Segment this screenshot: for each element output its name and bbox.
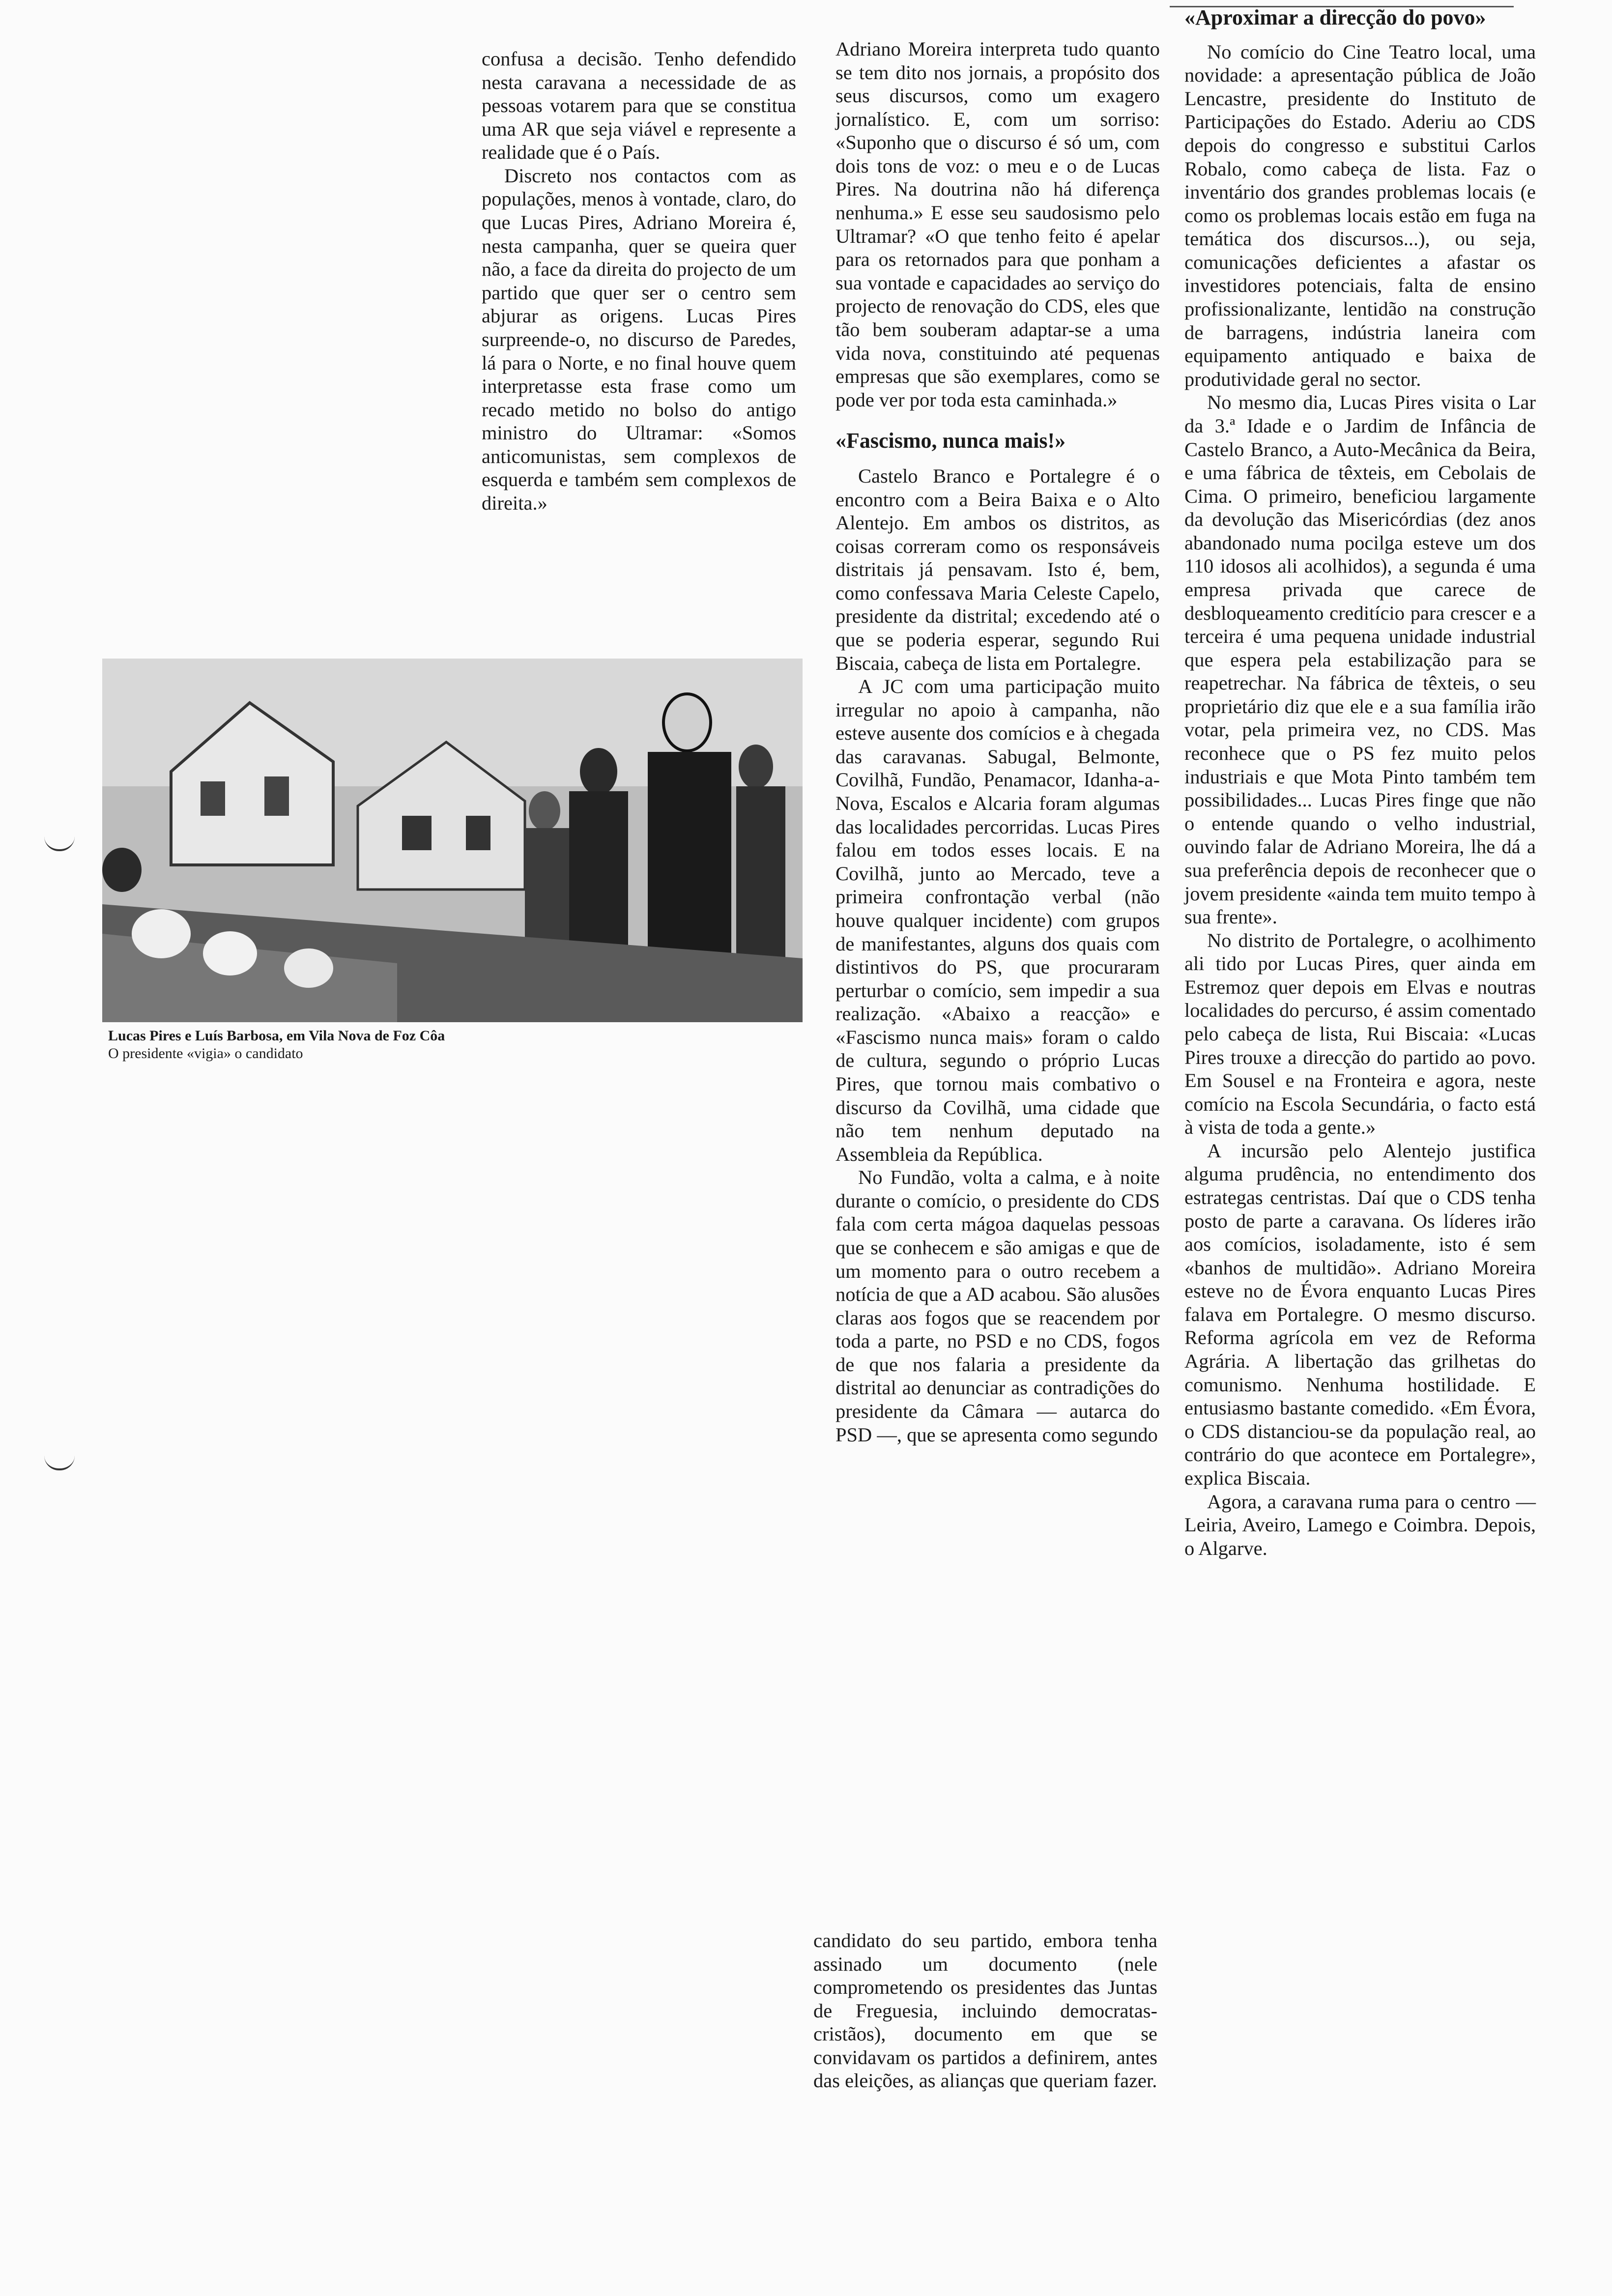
- column-2: [835, 37, 1160, 1446]
- column-3: [1184, 5, 1536, 1560]
- column-1: [482, 47, 796, 515]
- paragraph: A JC com uma participação muito irregular no apoio à campanha, não esteve ausente dos comícios e à chegada das caravanas. Sabugal, Belmonte, Covilhã, Fundão, Penamacor, Idanha-a-Nova, Escalos e Alcaria foram algumas das localidades percorridas. Lucas Pires falou em todos esses locais. E na Covilhã, junto ao Mercado, teve a primeira confrontação verbal (não houve qualquer incidente) com grupos de manifestantes, alguns dos quais com distintivos do PS, que procuraram perturbar o comício, sem impedir a sua realização. «Abaixo a reacção» e «Fascismo nunca mais» foram o caldo de cultura, segundo o próprio Lucas Pires, que tornou mais combativo o discurso da Covilhã, uma cidade que não tem nenhum deputado na Assembleia da República.: [835, 675, 1160, 1165]
- section-heading: «Aproximar a direcção do povo»: [1184, 5, 1486, 29]
- column-2-continuation: [813, 1929, 1157, 2093]
- paragraph: Discreto nos contactos com as populações, menos à vontade, claro, do que Lucas Pires, Adriano Moreira é, nesta campanha, quer se queira quer não, a face da direita do projecto de um partido que quer ser o centro sem abjurar as origens. Lucas Pires surpreende-o, no discurso de Paredes, lá para o Norte, e no final houve quem interpretasse esta frase como um recado metido no bolso do antigo ministro do Ultramar: «Somos anticomunistas, sem complexos de esquerda e também sem complexos de direita.»: [482, 164, 796, 514]
- paragraph: No Fundão, volta a calma, e à noite durante o comício, o presidente do CDS fala com certa mágoa daquelas pessoas que se conhecem e são amigas e que de um momento para o outro recebem a notícia de que a AD acabou. São alusões claras aos fogos que se reacendem por toda a parte, no PSD e no CDS, fogos de que nos falaria a presidente da distrital ao denunciar as contradições do presidente da Câmara — autarca do PSD —, que se apresenta como segundo: [835, 1166, 1160, 1446]
- caption-line: Lucas Pires e Luís Barbosa, em Vila Nova de Foz Côa: [108, 1028, 445, 1044]
- scan-mark: [44, 1455, 75, 1470]
- news-photo: [102, 659, 803, 1022]
- paragraph: A incursão pelo Alentejo justifica alguma prudência, no entendimento dos estrategas centristas. Daí que o CDS tenha posto de parte a caravana. Os líderes irão aos comícios, isoladamente, isto é sem «banhos de multidão». Adriano Moreira esteve no de Évora enquanto Lucas Pires falava em Portalegre. O mesmo discurso. Reforma agrícola em vez de Reforma Agrária. A libertação das grilhetas do comunismo. Nenhuma hostilidade. E entusiasmo bastante comedido. «Em Évora, o CDS distanciou-se da população real, ao contrário do que acontece em Portalegre», explica Biscaia.: [1184, 1139, 1536, 1489]
- paragraph: No comício do Cine Teatro local, uma novidade: a apresentação pública de João Lencastre, presidente do Instituto de Participações do Estado. Aderiu ao CDS depois do congresso e substitui Carlos Robalo, como cabeça de lista. Faz o inventário dos grandes problemas locais (e como os problemas locais estão em fuga na temática dos discursos...), ou seja, comunicações deficientes a afastar os investidores potenciais, falta de ensino profissionalizante, lentidão na construção de barragens, indústria laneira com equipamento antiquado e baixa de produtividade geral no sector.: [1184, 40, 1536, 390]
- paragraph: Castelo Branco e Portalegre é o encontro com a Beira Baixa e o Alto Alentejo. Em ambos os distritos, as coisas correram como os responsáveis distritais já pensavam. Isto é, bem, como confessava Maria Celeste Capelo, presidente da distrital; excedendo até o que se poderia esperar, segundo Rui Biscaia, cabeça de lista em Portalegre.: [835, 464, 1160, 674]
- photo-illustration: [102, 659, 803, 1022]
- paragraph: confusa a decisão. Tenho defendido nesta caravana a necessidade de as pessoas votarem para que se constitua uma AR que seja viável e represente a realidade que é o País.: [482, 48, 796, 164]
- caption-line: O presidente «vigia» o candidato: [108, 1045, 303, 1062]
- section-heading: «Fascismo, nunca mais!»: [835, 429, 1066, 453]
- photo-caption: [108, 1027, 698, 1062]
- paragraph: No mesmo dia, Lucas Pires visita o Lar da 3.ª Idade e o Jardim de Infância de Castelo Branco, a Auto-Mecânica da Beira, e uma fábrica de têxteis, em Cebolais de Cima. O primeiro, beneficiou largamente da devolução das Misericórdias (dez anos abandonado numa pocilga esteve um dos 110 idosos ali acolhidos), a segunda é uma empresa privada que carece de desbloqueamento creditício para crescer e a terceira é uma pequena unidade industrial que espera pela estabilização para se reapetrechar. Na fábrica de têxteis, o seu proprietário diz que ele e a sua família irão votar, pela primeira vez, no CDS. Mas reconhece que o PS fez muito pelos industriais e que Mota Pinto também tem possibilidades... Lucas Pires finge que não o entende quando o velho industrial, ouvindo falar de Adriano Moreira, lhe dá a sua preferência depois de reconhecer que o jovem presidente «ainda tem muito tempo à sua frente».: [1184, 391, 1536, 928]
- paragraph: Adriano Moreira interpreta tudo quanto se tem dito nos jornais, a propósito dos seus discursos, como um exagero jornalístico. E, com um sorriso: «Suponho que o discurso é só um, com dois tons de voz: o meu e o de Lucas Pires. Na doutrina não há diferença nenhuma.» E esse seu saudosismo pelo Ultramar? «O que tenho feito é apelar para os retornados para que ponham a sua vontade e capacidades ao serviço do projecto de renovação do CDS, eles que tão bem souberam adaptar-se a uma vida nova, constituindo até pequenas empresas que são exemplares, como se pode ver por toda esta caminhada.»: [835, 38, 1160, 411]
- paragraph: Agora, a caravana ruma para o centro — Leiria, Aveiro, Lamego e Coimbra. Depois, o Algarve.: [1184, 1490, 1536, 1559]
- paragraph: candidato do seu partido, embora tenha assinado um documento (nele comprometendo os presidentes das Juntas de Freguesia, incluindo democratas-cristãos), documento em que se convidavam os partidos a definirem, antes das eleições, as alianças que queriam fazer.: [813, 1929, 1157, 2092]
- scan-mark: [44, 835, 75, 851]
- paragraph: No distrito de Portalegre, o acolhimento ali tido por Lucas Pires, quer ainda em Estremoz quer depois em Elvas e noutras localidades do percurso, é assim comentado pelo cabeça de lista, Rui Biscaia: «Lucas Pires trouxe a direcção do partido ao povo. Em Sousel e na Fronteira e agora, neste comício na Escola Secundária, o facto está à vista de toda a gente.»: [1184, 929, 1536, 1139]
